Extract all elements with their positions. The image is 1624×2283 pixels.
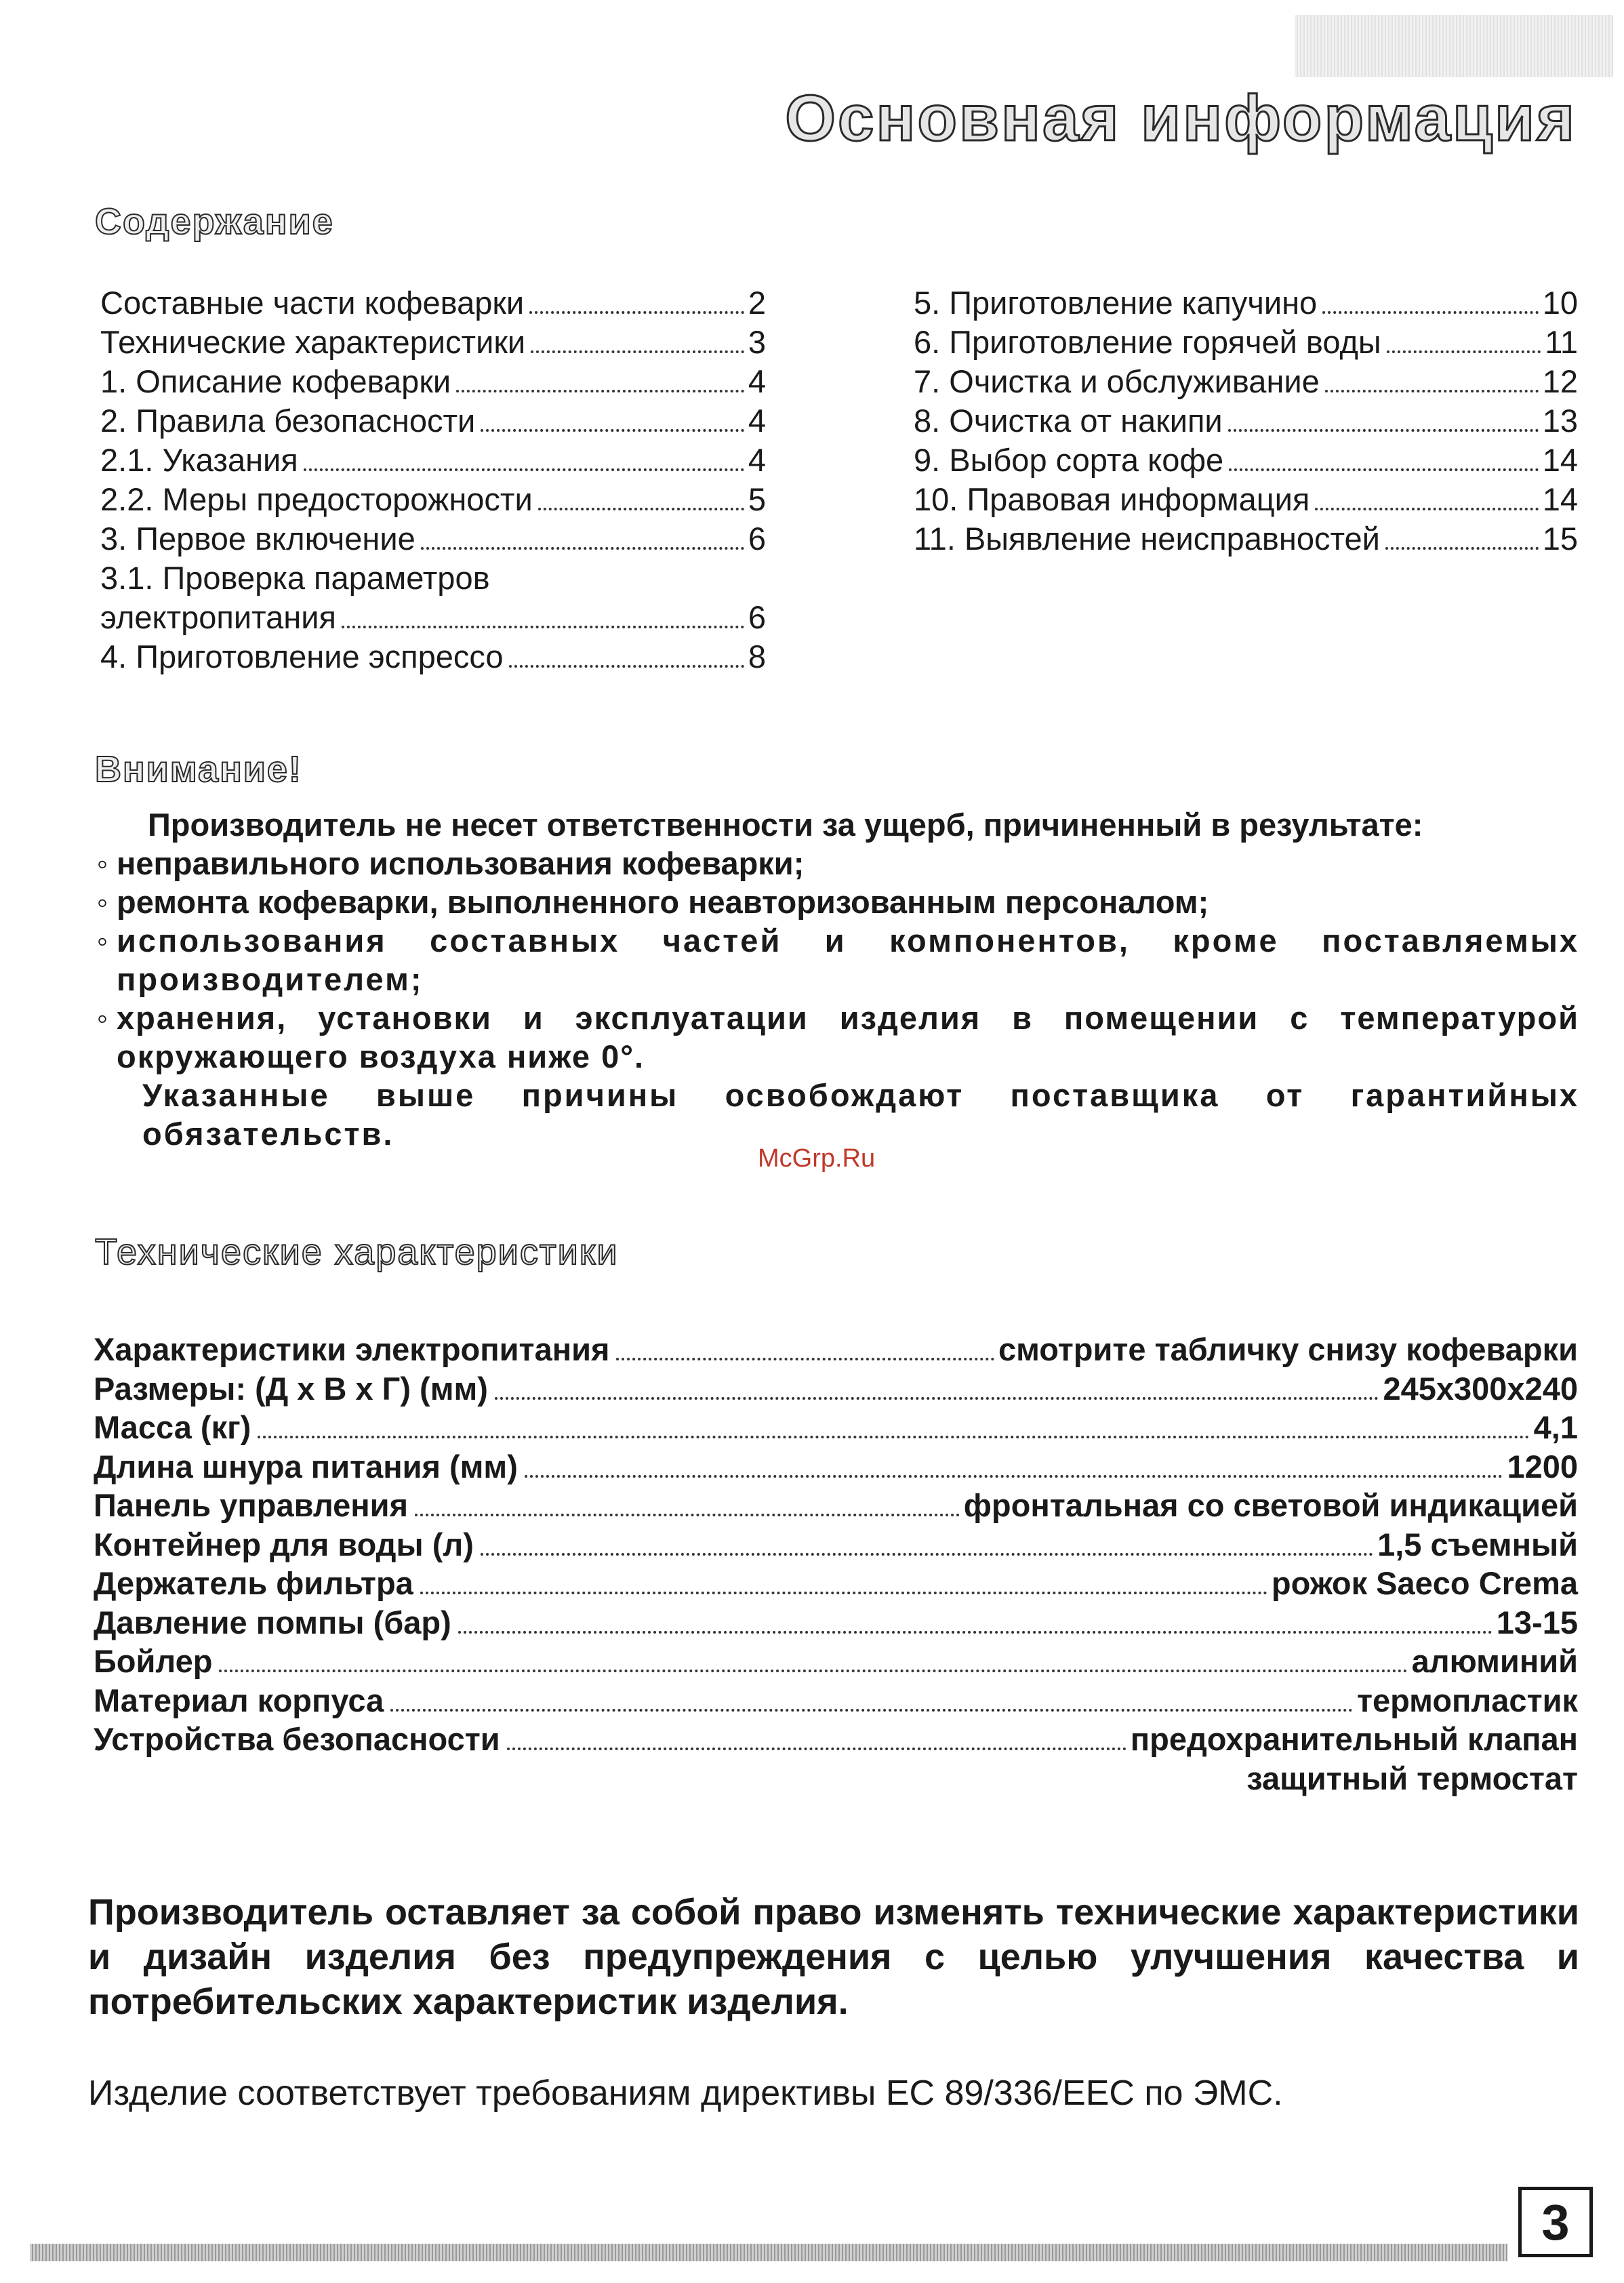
spec-row: Характеристики электропитания смотрите табличку снизу кофеварки xyxy=(94,1331,1578,1367)
warning-list-item: ◦ хранения, установки и эксплуатации изделия в помещении с температурой окружающего воздуха ниже 0°. xyxy=(88,998,1579,1076)
rights-note: Производитель оставляет за собой право изменять технические характеристики и дизайн изделия без предупреждения с целью улучшения качества и потребительских характеристик изделия. xyxy=(88,1892,1579,2022)
specs-heading: Технические характеристики xyxy=(95,1232,619,1272)
toc-item: 2. Правила безопасности 4 xyxy=(100,403,766,439)
toc-item: 7. Очистка и обслуживание 12 xyxy=(914,363,1578,399)
watermark-link[interactable]: McGrp.Ru xyxy=(758,1144,876,1173)
toc-item: Составные части кофеварки 2 xyxy=(100,285,766,321)
specs-table xyxy=(94,1330,1578,1798)
spec-row: Размеры: (Д х В х Г) (мм) 245х300х240 xyxy=(94,1370,1578,1407)
toc-item: 1. Описание кофеварки 4 xyxy=(100,363,766,399)
bullet-icon: ◦ xyxy=(96,884,108,920)
spec-row: Материал корпуса термопластик xyxy=(94,1682,1578,1718)
spec-row: Давление помпы (бар) 13-15 xyxy=(94,1604,1578,1640)
warning-heading: Внимание! xyxy=(95,749,302,790)
toc-right-column xyxy=(914,283,1578,559)
header-shade-decoration xyxy=(1295,15,1613,77)
spec-row: Длина шнура питания (мм) 1200 xyxy=(94,1448,1578,1484)
toc-item: 11. Выявление неисправностей 15 xyxy=(914,521,1578,557)
spec-row: Контейнер для воды (л) 1,5 съемный xyxy=(94,1526,1578,1562)
spec-row: Масса (кг) 4,1 xyxy=(94,1409,1578,1445)
spec-row: Бойлер алюминий xyxy=(94,1643,1578,1679)
toc-item: 6. Приготовление горячей воды 11 xyxy=(914,324,1578,360)
toc-item: 3. Первое включение 6 xyxy=(100,521,766,557)
compliance-note: Изделие соответствует требованиям директивы ЕС 89/336/ЕЕС по ЭМС. xyxy=(88,2074,1283,2113)
toc-item: 5. Приготовление капучино 10 xyxy=(914,285,1578,321)
toc-item: 2.1. Указания 4 xyxy=(100,442,766,478)
warning-closing: Указанные выше причины освобождают поставщика от гарантийных обязательств. xyxy=(142,1077,1579,1152)
bullet-icon: ◦ xyxy=(96,923,108,958)
toc-left-column xyxy=(100,283,766,676)
footer-bar-decoration xyxy=(30,2244,1507,2261)
spec-row: Держатель фильтра рожок Saeco Crema xyxy=(94,1565,1578,1601)
bullet-icon: ◦ xyxy=(96,845,108,881)
toc-item-wrapped-label: 3.1. Проверка параметров xyxy=(100,560,490,596)
warning-list-item: ◦ использования составных частей и компонентов, кроме поставляемых производителем; xyxy=(88,921,1579,998)
warning-block xyxy=(88,805,1579,1153)
contents-heading: Содержание xyxy=(95,201,334,242)
bullet-icon: ◦ xyxy=(96,1000,108,1036)
toc-item: 9. Выбор сорта кофе 14 xyxy=(914,442,1578,478)
toc-item: электропитания 6 xyxy=(100,599,766,635)
warning-list-item: ◦ неправильного использования кофеварки; xyxy=(88,844,1579,883)
toc-item: Технические характеристики 3 xyxy=(100,324,766,360)
spec-value-continued: защитный термостат xyxy=(1246,1760,1578,1796)
page-title: Основная информация xyxy=(785,82,1577,155)
spec-row: Устройства безопасности предохранительный клапан xyxy=(94,1721,1578,1757)
toc-item: 10. Правовая информация 14 xyxy=(914,481,1578,517)
toc-item: 2.2. Меры предосторожности 5 xyxy=(100,481,766,517)
page-number: 3 xyxy=(1518,2187,1593,2257)
toc-item: 4. Приготовление эспрессо 8 xyxy=(100,639,766,674)
warning-intro: Производитель не несет ответственности за ущерб, причиненный в результате: xyxy=(148,807,1423,843)
toc-item: 8. Очистка от накипи 13 xyxy=(914,403,1578,439)
warning-list-item: ◦ ремонта кофеварки, выполненного неавторизованным персоналом; xyxy=(88,883,1579,921)
spec-row: Панель управления фронтальная со световой индикацией xyxy=(94,1487,1578,1523)
